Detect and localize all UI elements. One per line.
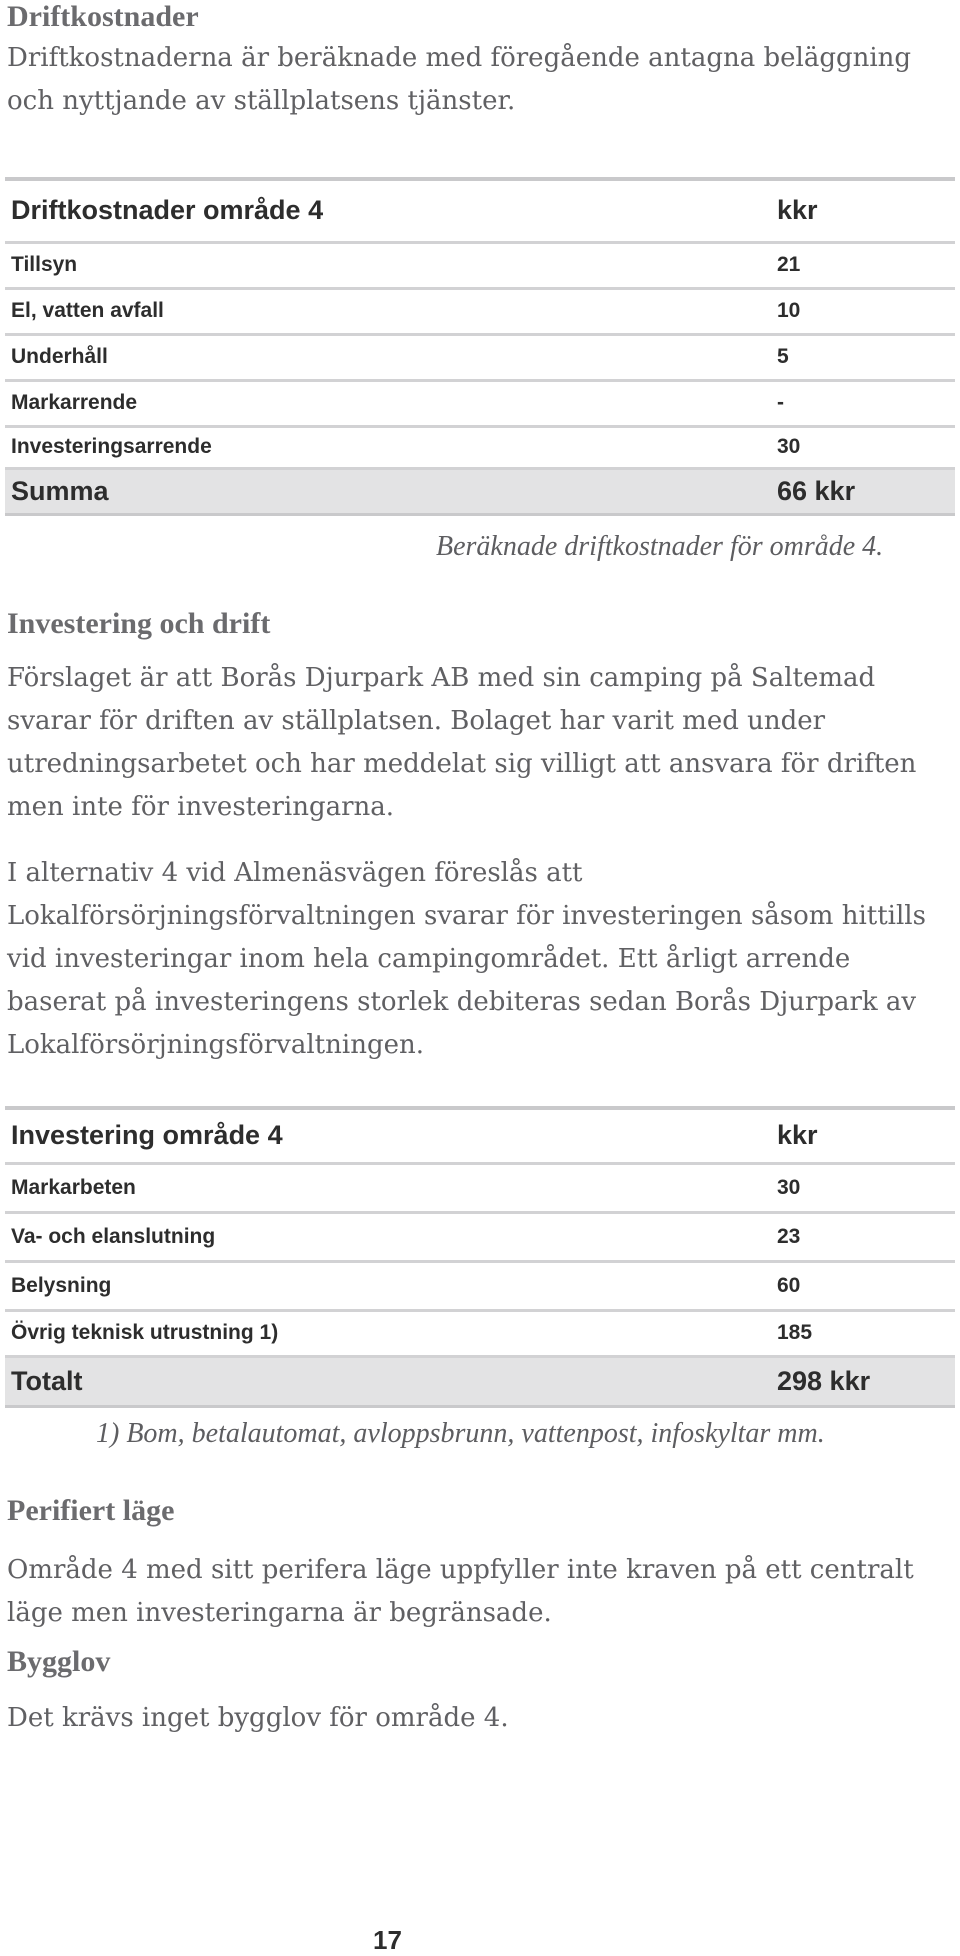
total-label: Totalt xyxy=(5,1356,771,1406)
table-header-label: Driftkostnader område 4 xyxy=(11,195,324,226)
row-label: Markarbeten xyxy=(11,1175,136,1199)
heading-investment-operation: Investering och drift xyxy=(7,607,271,640)
row-value: 10 xyxy=(777,299,801,322)
table-header-unit: kkr xyxy=(777,195,818,226)
row-label: Tillsyn xyxy=(11,253,78,276)
table-row xyxy=(5,242,955,288)
row-value: 30 xyxy=(777,1175,801,1199)
table-row xyxy=(5,380,955,426)
row-label: Övrig teknisk utrustning 1) xyxy=(11,1321,279,1344)
row-label: Investeringsarrende xyxy=(11,435,212,458)
row-value: 5 xyxy=(777,345,789,368)
table-row xyxy=(5,288,955,334)
row-label: Markarrende xyxy=(11,391,138,414)
paragraph-investment-1: Förslaget är att Borås Djurpark AB med sin camping på Saltemad svarar för driften av ställplatsen. Bolaget har varit med under utredningsarbetet och har meddelat sig villigt att ansvara för driften men inte för investeringarna. xyxy=(7,663,917,822)
row-value: 30 xyxy=(777,435,801,458)
paragraph-permit: Det krävs inget bygglov för område 4. xyxy=(7,1703,509,1733)
total-value: 66 kkr xyxy=(771,468,955,514)
heading-operating-costs: Driftkostnader xyxy=(7,0,199,33)
table-header-row xyxy=(5,1108,955,1163)
table-row xyxy=(5,1163,955,1212)
row-label: Underhåll xyxy=(11,345,108,368)
table-header-row xyxy=(5,179,955,242)
table-row xyxy=(5,1212,955,1261)
total-value: 298 kkr xyxy=(771,1356,955,1406)
operating-cost-table xyxy=(5,177,955,516)
row-label: El, vatten avfall xyxy=(11,299,164,322)
row-label: Belysning xyxy=(11,1273,112,1297)
total-label: Summa xyxy=(5,468,771,514)
table-header-label: Investering område 4 xyxy=(11,1120,283,1151)
heading-building-permit: Bygglov xyxy=(7,1645,111,1678)
paragraph-investment-2: I alternativ 4 vid Almenäsvägen föreslås att Lokalförsörjningsförvaltningen svarar för investeringen såsom hittills vid investeringar inom hela campingområdet. Ett årligt arrende baserat på investeringens storlek debiteras sedan Borås Djurpark av Lokalförsörjningsförvaltningen. xyxy=(7,858,926,1060)
table-row xyxy=(5,334,955,380)
row-value: 21 xyxy=(777,253,801,276)
table-row xyxy=(5,426,955,468)
operating-table-caption: Beräknade driftkostnader för område 4. xyxy=(436,531,884,562)
investment-table xyxy=(5,1106,955,1408)
paragraph-location: Område 4 med sitt perifera läge uppfyller inte kraven på ett centralt läge men investeringarna är begränsade. xyxy=(7,1555,914,1628)
table-header-unit: kkr xyxy=(777,1120,818,1151)
page-number: 17 xyxy=(373,1925,402,1955)
row-value: 23 xyxy=(777,1224,801,1248)
heading-peripheral-location: Perifiert läge xyxy=(7,1494,175,1527)
paragraph-operating-intro: Driftkostnaderna är beräknade med föregående antagna beläggning och nyttjande av ställplatsens tjänster. xyxy=(7,43,912,116)
investment-table-caption: 1) Bom, betalautomat, avloppsbrunn, vattenpost, infoskyltar mm. xyxy=(96,1418,825,1449)
table-row xyxy=(5,1261,955,1310)
row-value: - xyxy=(777,391,784,414)
table-total-row xyxy=(5,1356,955,1406)
table-row xyxy=(5,1310,955,1356)
table-total-row xyxy=(5,468,955,514)
row-value: 60 xyxy=(777,1273,801,1297)
row-value: 185 xyxy=(777,1321,813,1344)
row-label: Va- och elanslutning xyxy=(11,1224,216,1248)
